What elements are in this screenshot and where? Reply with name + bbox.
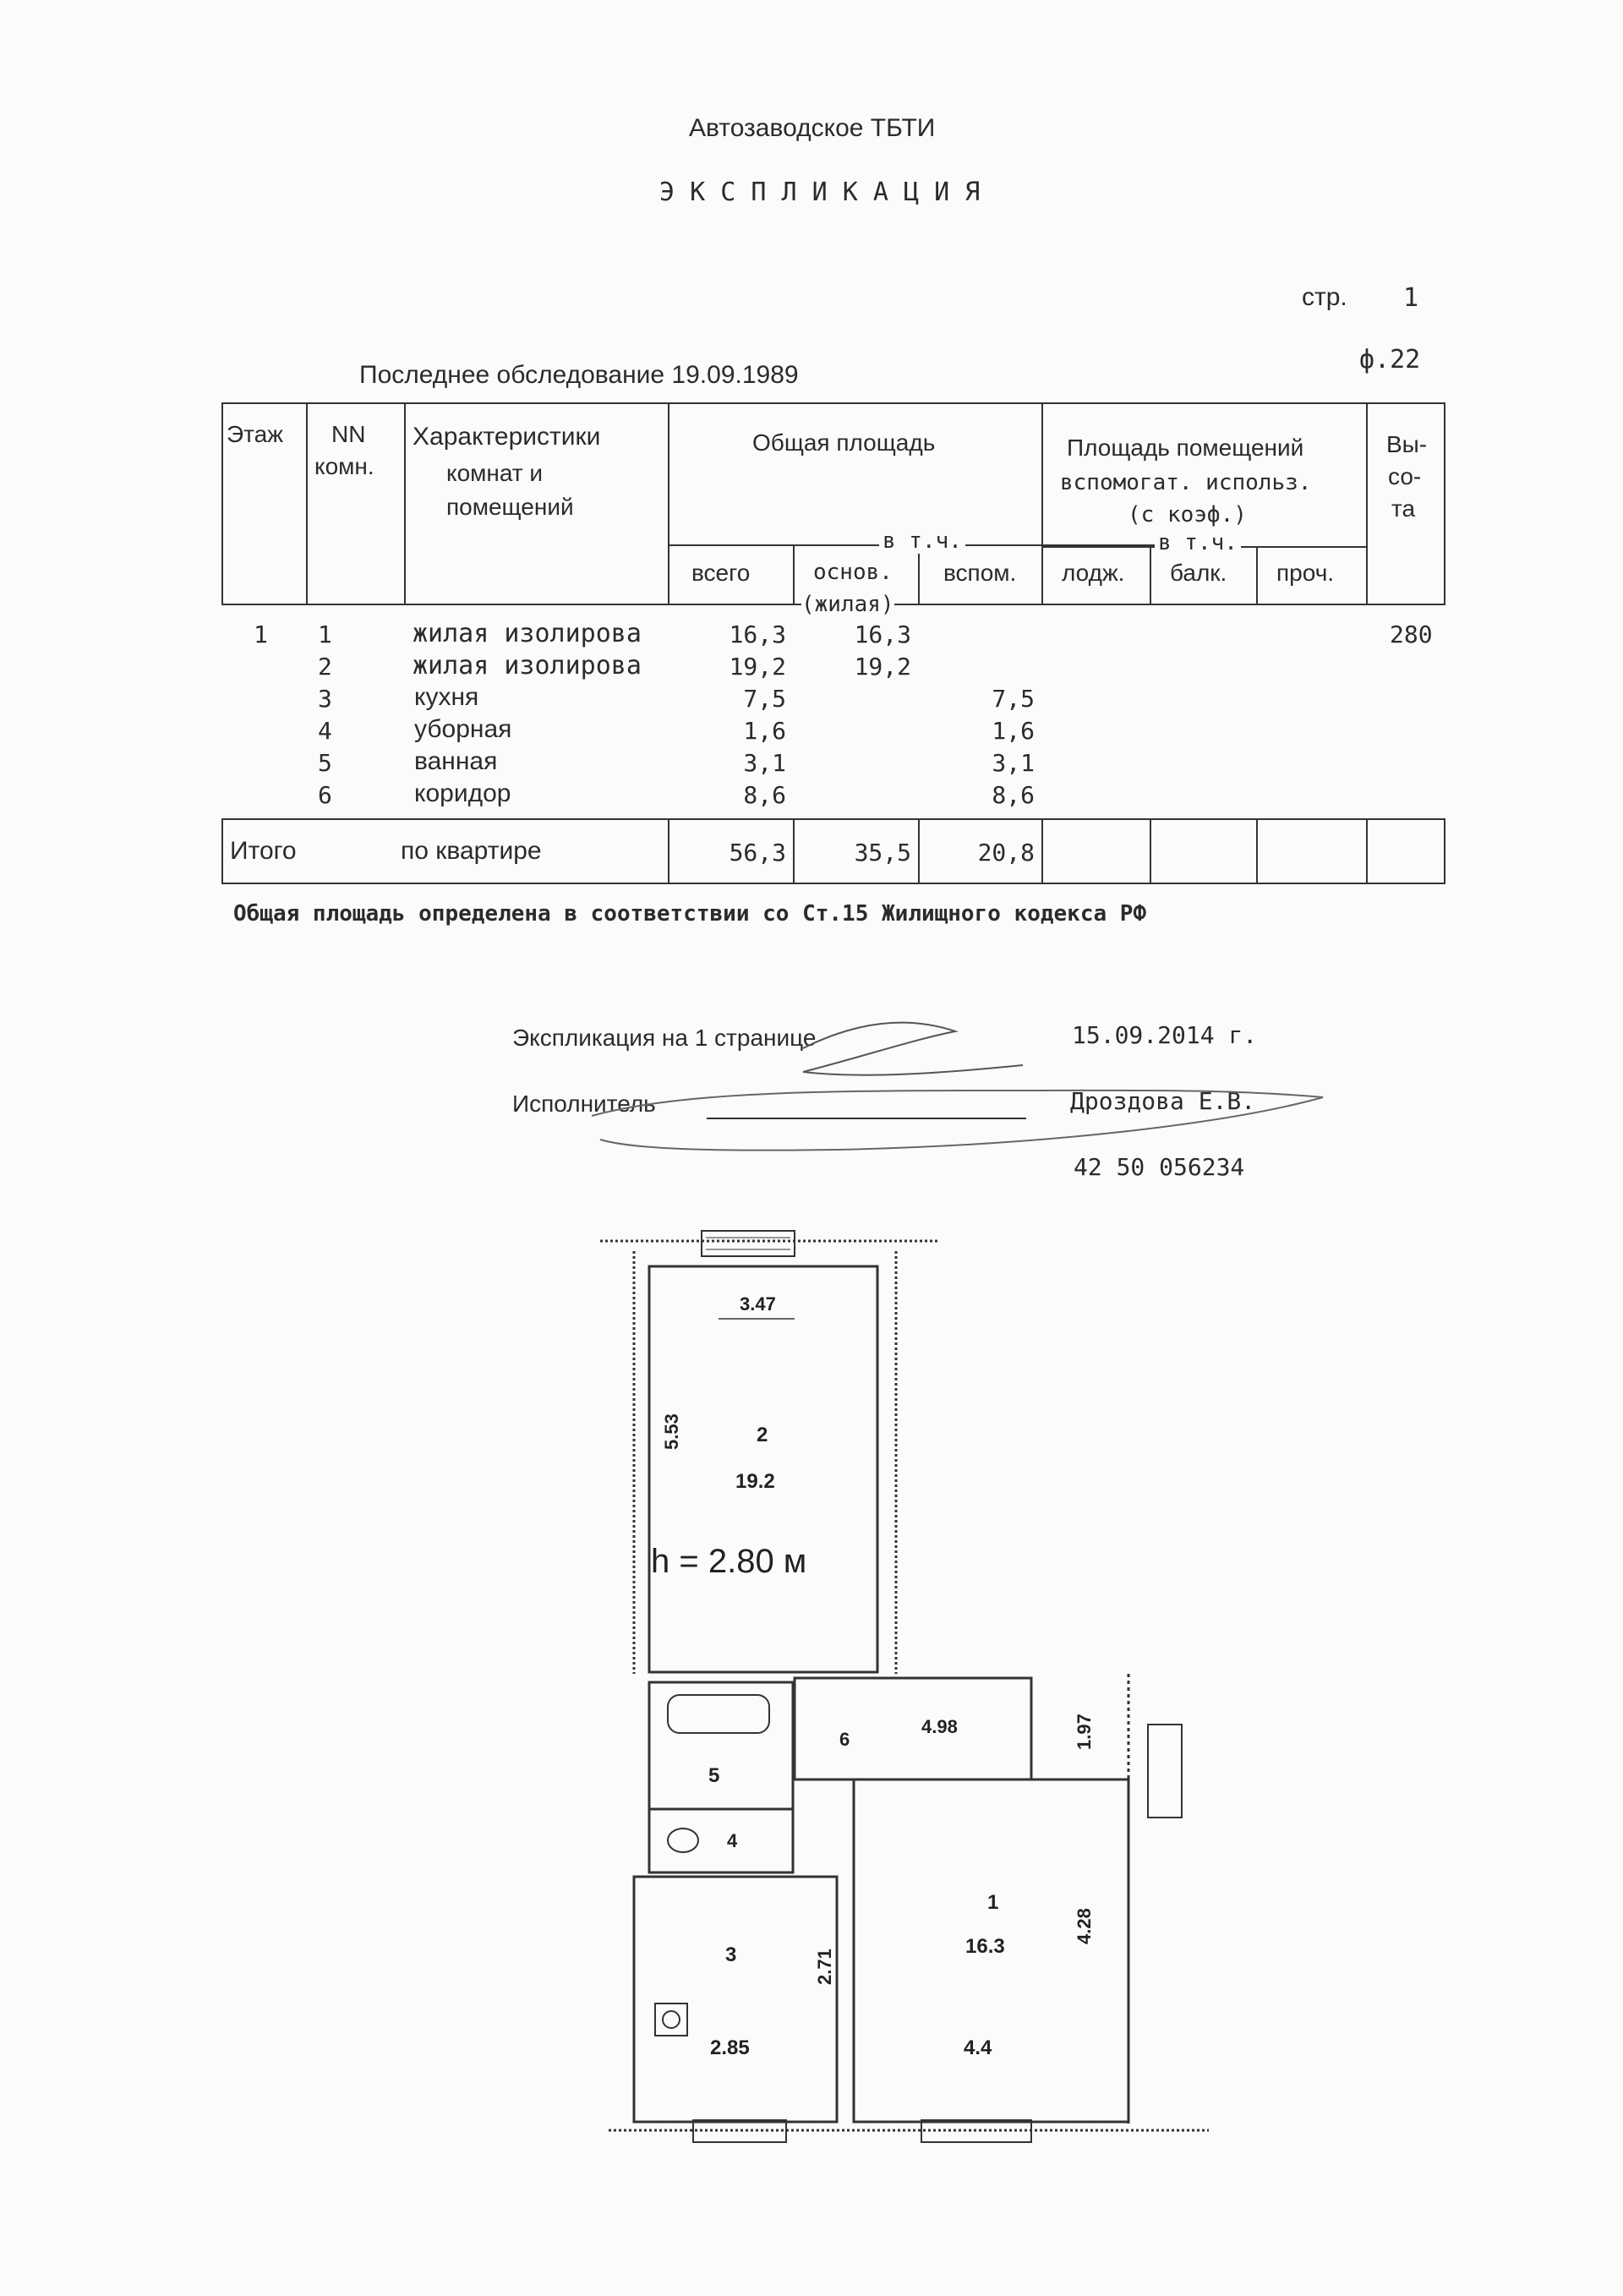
cell-room-no: 2 (318, 653, 332, 681)
header-total-area: Общая площадь (752, 429, 936, 456)
svg-text:5: 5 (708, 1764, 720, 1787)
totals-main: 35,5 (854, 839, 911, 866)
cell-room-name: коридор (414, 779, 511, 807)
dim-3-47: 3.47 (740, 1293, 776, 1315)
header-room-no-1: NN (331, 421, 366, 447)
svg-text:4: 4 (727, 1830, 738, 1851)
org-name: Автозаводское ТБТИ (689, 114, 936, 142)
header-balcony: балк. (1170, 560, 1227, 586)
cell-main: 19,2 (854, 653, 911, 681)
page-number: 1 (1403, 283, 1419, 313)
svg-text:2: 2 (757, 1424, 768, 1446)
svg-text:3: 3 (725, 1943, 737, 1966)
cell-room-no: 6 (318, 781, 332, 809)
totals-label: Итого (230, 837, 297, 865)
svg-text:4.28: 4.28 (1074, 1908, 1095, 1944)
survey-date: Последнее обследование 19.09.1989 (359, 361, 799, 389)
header-loggia: лодж. (1062, 560, 1125, 586)
totals-label-apartment: по квартире (401, 837, 542, 865)
cell-floor: 1 (254, 620, 268, 648)
cell-room-name: кухня (414, 683, 479, 711)
cell-total: 8,6 (743, 781, 786, 809)
header-main-2: (жилая) (801, 592, 894, 617)
header-floor: Этаж (227, 421, 283, 447)
header-room-no-2: комн. (314, 453, 374, 479)
height-label: h = 2.80 м (651, 1543, 807, 1580)
cell-aux: 1,6 (992, 717, 1035, 745)
issue-date: 15.09.2014 г. (1072, 1021, 1258, 1049)
cell-total: 1,6 (743, 717, 786, 745)
header-aux-area-1: Площадь помещений (1067, 435, 1304, 461)
cell-main: 16,3 (854, 620, 911, 648)
svg-text:16.3: 16.3 (965, 1935, 1005, 1958)
cell-total: 19,2 (729, 653, 786, 681)
executor-label: Исполнитель (512, 1091, 656, 1117)
totals-total: 56,3 (729, 839, 786, 866)
floor-plan (583, 1217, 1226, 2156)
svg-text:4.4: 4.4 (964, 2036, 992, 2059)
cell-room-no: 3 (318, 685, 332, 713)
cell-aux: 8,6 (992, 781, 1035, 809)
executor-name: Дроздова Е.В. (1070, 1087, 1256, 1115)
header-height-1: Вы- (1386, 431, 1428, 457)
svg-text:4.98: 4.98 (921, 1716, 958, 1737)
totals-aux: 20,8 (977, 839, 1035, 866)
header-char-1: Характеристики (413, 423, 601, 451)
svg-text:1.97: 1.97 (1074, 1714, 1095, 1750)
header-incl-1: в т.ч. (879, 528, 965, 554)
cell-height: 280 (1390, 620, 1433, 648)
signature-icon (583, 998, 1344, 1184)
legal-note: Общая площадь определена в соответствии со Ст.15 Жилищного кодекса РФ (233, 901, 1147, 927)
svg-text:6: 6 (839, 1729, 850, 1750)
header-other: проч. (1276, 560, 1335, 586)
header-height-2: со- (1388, 463, 1422, 489)
svg-text:5.53: 5.53 (661, 1413, 682, 1450)
svg-text:2.71: 2.71 (814, 1949, 835, 1985)
cell-total: 16,3 (729, 620, 786, 648)
cell-room-no: 4 (318, 717, 332, 745)
svg-text:1: 1 (987, 1891, 999, 1914)
header-incl-2: в т.ч. (1155, 530, 1241, 555)
cell-aux: 7,5 (992, 685, 1035, 713)
header-aux-area-3: (с коэф.) (1128, 502, 1247, 528)
cell-total: 7,5 (743, 685, 786, 713)
svg-text:19.2: 19.2 (735, 1470, 775, 1493)
page-label: стр. (1302, 283, 1347, 311)
form-number: ф.22 (1359, 345, 1421, 374)
cell-total: 3,1 (743, 749, 786, 777)
cell-room-name: уборная (414, 715, 512, 743)
header-char-2: комнат и (446, 460, 544, 486)
document-title: Э К С П Л И К А Ц И Я (659, 178, 981, 207)
registration-code: 42 50 056234 (1074, 1153, 1245, 1181)
header-aux-area-2: вспомогат. использ. (1060, 470, 1312, 495)
cell-room-no: 5 (318, 749, 332, 777)
pages-count: Экспликация на 1 странице (512, 1025, 817, 1051)
cell-room-name: жилая изолирова (413, 651, 642, 681)
header-total: всего (691, 560, 751, 586)
header-height-3: та (1391, 495, 1416, 522)
svg-text:2.85: 2.85 (710, 2036, 750, 2059)
cell-room-name: жилая изолирова (413, 619, 642, 648)
cell-room-no: 1 (318, 620, 332, 648)
header-main-1: основ. (813, 560, 893, 585)
cell-aux: 3,1 (992, 749, 1035, 777)
header-aux: вспом. (943, 560, 1017, 586)
cell-room-name: ванная (414, 747, 498, 775)
header-char-3: помещений (446, 494, 574, 520)
